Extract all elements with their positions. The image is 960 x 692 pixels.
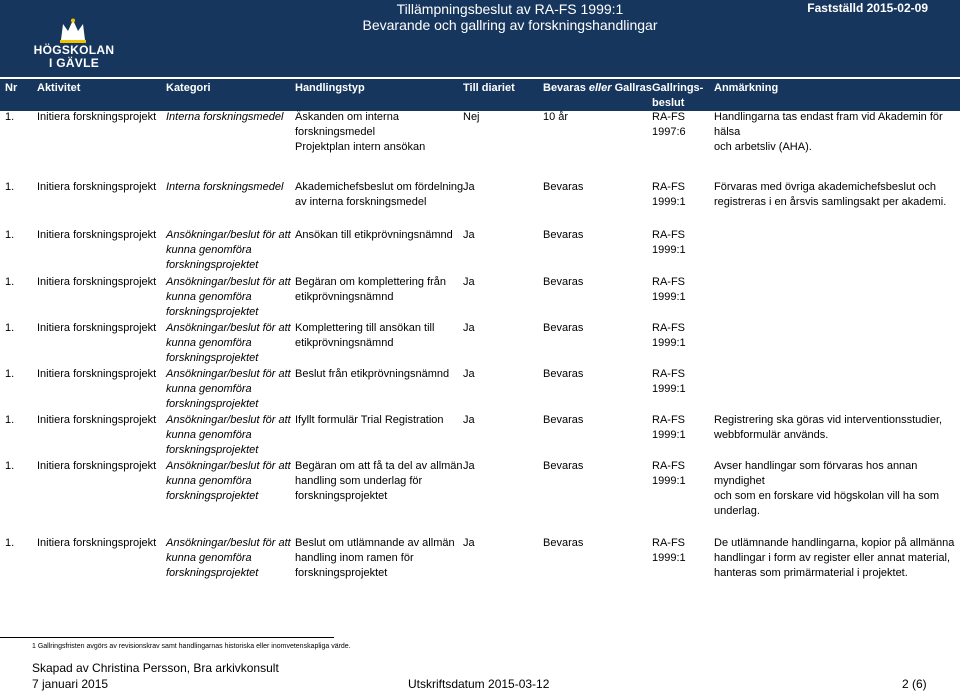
cell-line: Initiera forskningsprojekt (37, 414, 157, 426)
cell-line: 1999:1 (652, 429, 686, 441)
cell-line: Initiera forskningsprojekt (37, 368, 157, 380)
cell-line: Ja (463, 414, 475, 426)
row-kategori (166, 459, 291, 504)
col-till-diariet: Till diariet (463, 82, 515, 94)
cell-line: 1. (5, 537, 15, 549)
row-gallringsbeslut (652, 536, 686, 566)
cell-line: forskningsprojektet (166, 490, 259, 502)
row-gallringsbeslut (652, 110, 686, 140)
document-subtitle: Bevarande och gallring av forskningshandlingar (362, 17, 658, 33)
cell-line: Bevaras (543, 537, 584, 549)
cell-line: Beslut om utlämnande av allmän (295, 537, 455, 549)
cell-line: RA-FS (652, 537, 685, 549)
row-gallringsbeslut (652, 459, 686, 489)
crown-icon (58, 18, 88, 44)
cell-line: Bevaras (543, 460, 584, 472)
row-handlingstyp (295, 180, 463, 210)
row-handlingstyp (295, 413, 444, 428)
row-till-diariet (463, 367, 475, 382)
cell-line: Initiera forskningsprojekt (37, 460, 157, 472)
row-till-diariet (463, 275, 475, 290)
cell-line: Ja (463, 229, 475, 241)
row-handlingstyp (295, 536, 455, 581)
row-bevaras (543, 110, 568, 125)
row-nr (5, 459, 14, 474)
row-kategori (166, 367, 291, 412)
print-date: Utskriftsdatum 2015-03-12 (408, 677, 550, 691)
cell-line: Ansökningar/beslut för att (166, 368, 291, 380)
logo (24, 18, 124, 72)
cell-line: kunna genomföra (166, 291, 252, 303)
row-gallringsbeslut (652, 275, 686, 305)
cell-line: Bevaras (543, 414, 584, 426)
row-bevaras (543, 413, 583, 428)
cell-line: RA-FS (652, 111, 685, 123)
cell-line: kunna genomföra (166, 475, 252, 487)
cell-line: av interna forskningsmedel (295, 196, 427, 208)
footnote: 1 Gallringsfristen avgörs av revisionskrav samt handlingarnas historiska eller inomvetenskapliga värde. (32, 643, 351, 650)
cell-line: registreras i en årsvis samlingsakt per akademi. (714, 196, 947, 208)
footer-date: 7 januari 2015 (32, 677, 109, 691)
footnote-separator (0, 637, 334, 638)
row-bevaras (543, 275, 583, 290)
cell-line: Ansökningar/beslut för att (166, 229, 291, 241)
col-gallringsbeslut-2: beslut (652, 97, 685, 109)
cell-line: RA-FS (652, 460, 685, 472)
cell-line: Komplettering till ansökan till (295, 322, 435, 334)
cell-line: Ja (463, 181, 475, 193)
col-aktivitet: Aktivitet (37, 82, 81, 94)
cell-line: Ja (463, 276, 475, 288)
cell-line: Ansökningar/beslut för att (166, 322, 291, 334)
row-kategori (166, 228, 291, 273)
cell-line: hanteras som primärmaterial i projektet. (714, 567, 908, 579)
logo-text-line2: I GÄVLE (48, 56, 100, 70)
cell-line: 1997:6 (652, 126, 686, 138)
cell-line: Beslut från etikprövningsnämnd (295, 368, 450, 380)
cell-line: Bevaras (543, 181, 584, 193)
cell-line: 1. (5, 229, 15, 241)
row-bevaras (543, 321, 583, 336)
row-nr (5, 275, 14, 290)
row-aktivitet (37, 110, 156, 125)
cell-line: webbformulär används. (714, 429, 829, 441)
cell-line: forskningsprojektet (166, 567, 259, 579)
cell-line: 1. (5, 181, 15, 193)
row-aktivitet (37, 413, 156, 428)
cell-line: Ansökningar/beslut för att (166, 460, 291, 472)
cell-line: 1. (5, 460, 15, 472)
row-bevaras (543, 228, 583, 243)
cell-line: Ansökningar/beslut för att (166, 276, 291, 288)
cell-line: 1. (5, 111, 15, 123)
row-bevaras (543, 367, 583, 382)
row-gallringsbeslut (652, 413, 686, 443)
row-nr (5, 536, 14, 551)
cell-line: 1999:1 (652, 196, 686, 208)
cell-line: Ja (463, 537, 475, 549)
cell-line: kunna genomföra (166, 552, 252, 564)
header-banner (0, 0, 960, 77)
col-kategori: Kategori (166, 82, 211, 94)
cell-line: Förvaras med övriga akademichefsbeslut och (714, 181, 936, 193)
cell-line: etikprövningsnämnd (295, 337, 394, 349)
created-by: Skapad av Christina Persson, Bra arkivkonsult (32, 661, 279, 675)
cell-line: Initiera forskningsprojekt (37, 229, 157, 241)
cell-line: Akademichefsbeslut om fördelning (295, 181, 464, 193)
cell-line: kunna genomföra (166, 244, 252, 256)
row-handlingstyp (295, 275, 446, 305)
cell-line: forskningsmedel (295, 126, 376, 138)
cell-line: Ja (463, 322, 475, 334)
cell-line: underlag. (714, 505, 760, 517)
col-handlingstyp: Handlingstyp (295, 82, 365, 94)
row-gallringsbeslut (652, 367, 686, 397)
row-nr (5, 180, 14, 195)
cell-line: Ifyllt formulär Trial Registration (295, 414, 444, 426)
cell-line: forskningsprojektet (166, 444, 259, 456)
document-title: Tillämpningsbeslut av RA-FS 1999:1 (396, 1, 624, 17)
row-aktivitet (37, 321, 156, 336)
cell-line: 1999:1 (652, 291, 686, 303)
row-kategori (166, 275, 291, 320)
cell-line: kunna genomföra (166, 429, 252, 441)
row-till-diariet (463, 180, 475, 195)
cell-line: 1. (5, 414, 15, 426)
logo-text-line1: HÖGSKOLAN (33, 43, 115, 57)
cell-line: Interna forskningsmedel (166, 111, 284, 123)
cell-line: Initiera forskningsprojekt (37, 111, 157, 123)
cell-line: 1. (5, 322, 15, 334)
row-aktivitet (37, 459, 156, 474)
cell-line: Ansökningar/beslut för att (166, 537, 291, 549)
cell-line: Interna forskningsmedel (166, 181, 284, 193)
cell-line: Ja (463, 368, 475, 380)
cell-line: Handlingarna tas endast fram vid Akademin för hälsa (714, 111, 943, 138)
row-handlingstyp (295, 367, 449, 382)
row-nr (5, 367, 14, 382)
cell-line: Bevaras (543, 229, 584, 241)
row-nr (5, 110, 14, 125)
row-aktivitet (37, 536, 156, 551)
row-kategori (166, 180, 283, 195)
cell-line: 1. (5, 368, 15, 380)
cell-line: etikprövningsnämnd (295, 291, 394, 303)
cell-line: handling som underlag för (295, 475, 423, 487)
cell-line: handlingar i form av register eller annat material, (714, 552, 951, 564)
row-handlingstyp (295, 228, 453, 243)
col-nr: Nr (5, 82, 18, 94)
row-anmarkning (714, 413, 942, 443)
established-date: Fastställd 2015-02-09 (807, 1, 928, 15)
cell-line: Avser handlingar som förvaras hos annan myndighet (714, 460, 918, 487)
cell-line: RA-FS (652, 322, 685, 334)
row-aktivitet (37, 275, 156, 290)
row-gallringsbeslut (652, 321, 686, 351)
cell-line: forskningsprojektet (166, 259, 259, 271)
row-anmarkning (714, 110, 960, 155)
cell-line: Initiera forskningsprojekt (37, 537, 157, 549)
cell-line: 1999:1 (652, 383, 686, 395)
cell-line: 1999:1 (652, 337, 686, 349)
cell-line: forskningsprojektet (166, 306, 259, 318)
row-aktivitet (37, 180, 156, 195)
cell-line: forskningsprojektet (166, 398, 259, 410)
cell-line: kunna genomföra (166, 337, 252, 349)
cell-line: och som en forskare vid högskolan vill ha som (714, 490, 939, 502)
cell-line: Bevaras (543, 322, 584, 334)
cell-line: Ansökningar/beslut för att (166, 414, 291, 426)
row-till-diariet (463, 459, 475, 474)
row-handlingstyp (295, 459, 463, 504)
cell-line: RA-FS (652, 181, 685, 193)
row-till-diariet (463, 321, 475, 336)
cell-line: Initiera forskningsprojekt (37, 322, 157, 334)
row-anmarkning (714, 459, 960, 519)
row-anmarkning (714, 536, 954, 581)
cell-line: Äskanden om interna (295, 111, 399, 123)
row-handlingstyp (295, 110, 425, 155)
col-bevaras-gallras: Bevaras eller Gallras (543, 82, 652, 94)
cell-line: Initiera forskningsprojekt (37, 181, 157, 193)
row-nr (5, 413, 14, 428)
row-gallringsbeslut (652, 228, 686, 258)
cell-line: och arbetsliv (AHA). (714, 141, 812, 153)
cell-line: forskningsprojektet (295, 567, 388, 579)
cell-line: Bevaras (543, 276, 584, 288)
cell-line: RA-FS (652, 368, 685, 380)
row-gallringsbeslut (652, 180, 686, 210)
row-kategori (166, 536, 291, 581)
row-bevaras (543, 459, 583, 474)
row-aktivitet (37, 228, 156, 243)
row-till-diariet (463, 413, 475, 428)
cell-line: Nej (463, 111, 480, 123)
row-till-diariet (463, 228, 475, 243)
cell-line: RA-FS (652, 276, 685, 288)
cell-line: De utlämnande handlingarna, kopior på allmänna (714, 537, 955, 549)
row-bevaras (543, 180, 583, 195)
cell-line: handling inom ramen för (295, 552, 414, 564)
row-till-diariet (463, 536, 475, 551)
cell-line: RA-FS (652, 414, 685, 426)
cell-line: 1999:1 (652, 244, 686, 256)
cell-line: Initiera forskningsprojekt (37, 276, 157, 288)
cell-line: 1. (5, 276, 15, 288)
cell-line: Projektplan intern ansökan (295, 141, 426, 153)
cell-line: 1999:1 (652, 552, 686, 564)
cell-line: Bevaras (543, 368, 584, 380)
cell-line: Registrering ska göras vid interventionsstudier, (714, 414, 943, 426)
cell-line: kunna genomföra (166, 383, 252, 395)
row-nr (5, 228, 14, 243)
row-till-diariet (463, 110, 480, 125)
row-nr (5, 321, 14, 336)
cell-line: 10 år (543, 111, 569, 123)
cell-line: Ansökan till etikprövningsnämnd (295, 229, 453, 241)
cell-line: Ja (463, 460, 475, 472)
cell-line: RA-FS (652, 229, 685, 241)
cell-line: Begäran om att få ta del av allmän (295, 460, 463, 472)
row-anmarkning (714, 180, 946, 210)
table-header (0, 79, 960, 111)
cell-line: forskningsprojektet (166, 352, 259, 364)
row-kategori (166, 413, 291, 458)
row-kategori (166, 321, 291, 366)
cell-line: Begäran om komplettering från (295, 276, 447, 288)
col-gallringsbeslut-1: Gallrings- (652, 82, 704, 94)
col-anmarkning: Anmärkning (714, 82, 779, 94)
row-bevaras (543, 536, 583, 551)
row-aktivitet (37, 367, 156, 382)
row-kategori (166, 110, 283, 125)
page-number: 2 (6) (902, 677, 927, 691)
row-handlingstyp (295, 321, 434, 351)
cell-line: 1999:1 (652, 475, 686, 487)
cell-line: forskningsprojektet (295, 490, 388, 502)
